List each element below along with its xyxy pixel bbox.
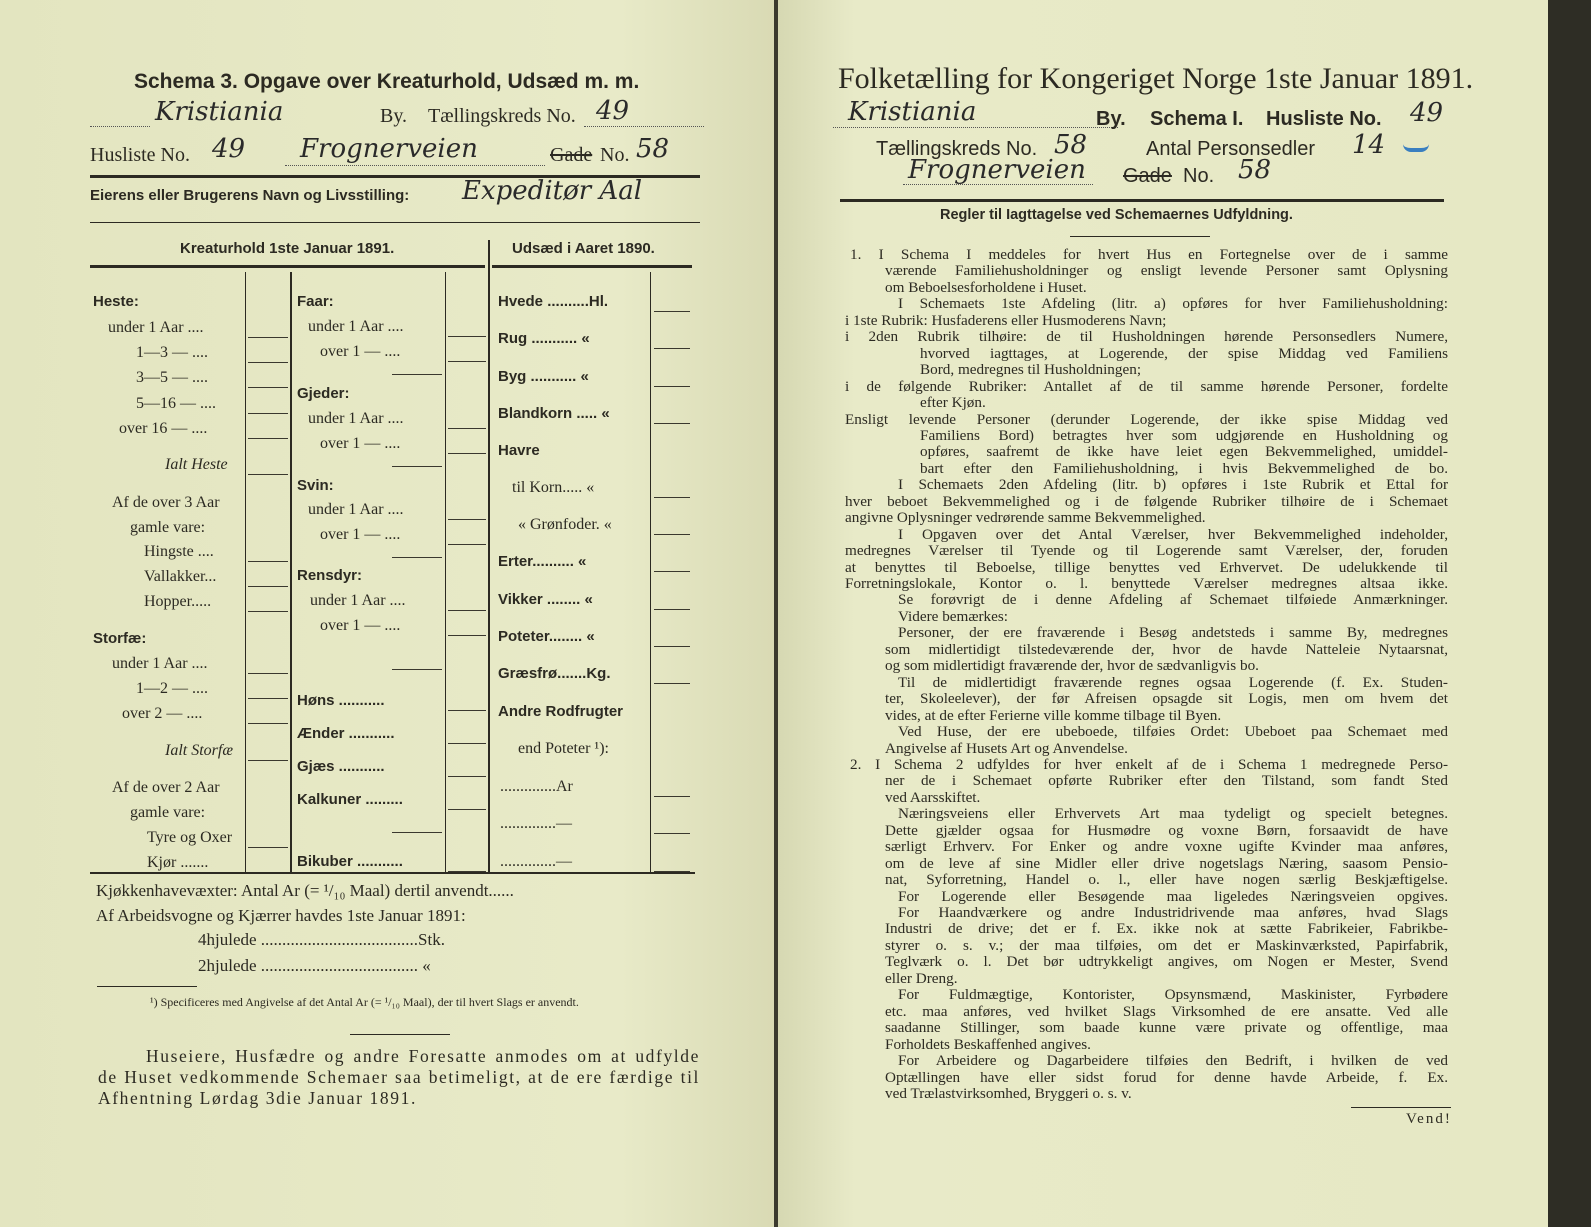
livestock-row: Vallakker... — [144, 568, 217, 585]
entry-line — [448, 361, 486, 362]
divider — [90, 222, 700, 223]
entry-line — [448, 610, 486, 611]
header-kreaturhold: Kreaturhold 1ste Januar 1891. — [180, 240, 395, 257]
by-label: By. — [1096, 108, 1126, 130]
seed-row: end Poteter ¹): — [518, 740, 609, 757]
blue-pencil-mark — [1403, 142, 1429, 152]
header-udsaed: Udsæd i Aaret 1890. — [512, 240, 655, 257]
livestock-row: Af de over 3 Aar — [112, 494, 220, 511]
seed-row: Andre Rodfrugter — [498, 703, 623, 720]
kreds-value: 49 — [596, 96, 630, 126]
entry-line — [654, 646, 690, 647]
dotted-line — [285, 165, 545, 166]
entry-line — [248, 698, 288, 699]
entry-line — [654, 311, 690, 312]
left-title: Schema 3. Opgave over Kreaturhold, Udsæd m. m. — [134, 70, 640, 93]
livestock-row: over 1 — .... — [320, 617, 401, 634]
rules-line: 1. I Schema I meddeles for hvert Hus en Fortegnelse over de i samme — [850, 246, 1448, 263]
gade-no-label: No. — [1183, 165, 1215, 187]
arbeidsvogne-line: Af Arbeidsvogne og Kjærrer havdes 1ste Januar 1891: — [96, 906, 466, 925]
entry-line — [248, 387, 288, 388]
entry-line — [448, 743, 486, 744]
livestock-row: under 1 Aar .... — [308, 410, 404, 427]
rules-line: Familiens Bord) betragtes hver som udgjørende en Husholdning og — [920, 426, 1448, 444]
livestock-row: Ialt Heste — [165, 456, 228, 473]
rules-line: vides, at de efter Ferierne ville komme tilbage til Byen. — [885, 706, 1222, 724]
seed-row: Rug ........... « — [498, 330, 590, 347]
rules-line: Dette gjælder ogsaa for Husmødre og voxne Børn, forsaavidt de have — [885, 821, 1448, 839]
by-label: By. — [380, 105, 408, 127]
livestock-row: Af de over 2 Aar — [112, 779, 220, 796]
livestock-row: Bikuber ........... — [297, 853, 403, 870]
seed-row: Poteter........ « — [498, 628, 595, 645]
right-title: Folketælling for Kongeriget Norge 1ste Januar 1891. — [838, 62, 1474, 95]
husliste-value: 49 — [212, 134, 246, 164]
rules-heading: Regler til Iagttagelse ved Schemaernes Udfyldning. — [940, 207, 1293, 223]
entry-line — [448, 776, 486, 777]
seed-row: til Korn..... « — [512, 479, 595, 496]
livestock-row: over 2 — .... — [122, 705, 203, 722]
divider — [90, 872, 695, 874]
entry-line — [248, 337, 288, 338]
seed-row: ..............— — [500, 853, 572, 870]
rules-line: etc. maa anføres, ved hvilket Slags Virksomhed de ere ansatte. Ved alle — [885, 1002, 1448, 1020]
schema-label: Schema I. — [1150, 108, 1244, 130]
livestock-row: over 1 — .... — [320, 343, 401, 360]
rules-line: og som midlertidigt fraværende der, hvor de sædvanligvis bo. — [885, 657, 1259, 675]
rules-line: angivne Oplysninger vedrørende samme Bekvemmelighed. — [845, 509, 1206, 527]
livestock-row: over 16 — .... — [119, 420, 208, 437]
column-divider — [488, 240, 490, 872]
entry-line — [654, 571, 690, 572]
entry-line — [654, 683, 690, 684]
entry-line — [448, 453, 486, 454]
entry-line — [248, 438, 288, 439]
street-value: Frognerveien — [300, 134, 478, 164]
divider — [1351, 1107, 1451, 1108]
livestock-row: Ialt Storfæ — [165, 742, 234, 759]
rules-line: ter, Skoleelever), der før Afreisen opsagde sit Logis, men om hvem det — [885, 690, 1448, 708]
seed-row: Erter.......... « — [498, 553, 587, 570]
livestock-row: Høns ........... — [297, 692, 385, 709]
rules-line: bart efter den Familiehusholdning, i hvis Bekvemmelighed de bo. — [920, 459, 1448, 477]
hjul2-line: 2hjulede ..................................... « — [198, 956, 431, 975]
entry-line — [448, 428, 486, 429]
gade-no-value: 58 — [636, 134, 670, 164]
livestock-row: 1—2 — .... — [136, 680, 208, 697]
right-page-schema-1 — [778, 0, 1548, 1227]
entry-line — [448, 519, 486, 520]
seed-row: ..............Ar — [500, 778, 573, 795]
entry-line — [448, 710, 486, 711]
rules-line: Optællingen have eller sidst forud for denne havde Arbeide, f. Ex. — [885, 1068, 1448, 1086]
entry-line — [654, 497, 690, 498]
gade-label: Gade — [1123, 165, 1172, 187]
seed-row: « Grønfoder. « — [518, 516, 612, 533]
column-divider — [650, 272, 651, 872]
dotted-line — [833, 127, 1118, 128]
divider — [90, 265, 485, 268]
livestock-row: Svin: — [297, 477, 334, 494]
rules-line: Videre bemærkes: — [898, 607, 1009, 625]
rules-line: i 1ste Rubrik: Husfaderens eller Husmoderens Navn; — [845, 311, 1167, 329]
column-divider — [290, 272, 292, 872]
livestock-row: Gjeder: — [297, 385, 350, 402]
entry-line — [248, 847, 288, 848]
personsedler-label: Antal Personsedler — [1146, 138, 1315, 160]
street-value: Frognerveien — [908, 155, 1086, 185]
gade-no-label: No. — [600, 144, 630, 166]
rules-line: saadanne Stillinger, som baade kunne være private og offentlige, maa — [885, 1019, 1448, 1037]
dotted-line — [584, 126, 704, 127]
rules-line: Teglværk o. l. Det bør udtrykkeligt angives, om Nogen er Mester, Svend — [885, 953, 1448, 971]
seed-row: Blandkorn ..... « — [498, 405, 610, 422]
seed-row: Byg ........... « — [498, 368, 589, 385]
livestock-row: Faar: — [297, 293, 334, 310]
livestock-row: 1—3 — .... — [136, 344, 208, 361]
owner-label: Eierens eller Brugerens Navn og Livsstilling: — [90, 187, 410, 204]
livestock-row: under 1 Aar .... — [112, 655, 208, 672]
rules-line: Forholdets Beskaffenhed angives. — [885, 1035, 1091, 1053]
separator-line — [392, 832, 442, 833]
separator-line — [392, 466, 442, 467]
rules-line: særligt Erhverv. For Enker og andre voxne ugifte Kvinder maa anføres, — [885, 838, 1448, 856]
livestock-row: under 1 Aar .... — [108, 319, 204, 336]
rules-line: efter Kjøn. — [920, 394, 986, 412]
entry-line — [654, 833, 690, 834]
entry-line — [448, 544, 486, 545]
entry-line — [448, 336, 486, 337]
rules-line: For Logerende eller Besøgende maa ligeledes Næringsveien opgives. — [898, 887, 1448, 905]
livestock-row: over 1 — .... — [320, 526, 401, 543]
entry-line — [248, 362, 288, 363]
personsedler-value: 14 — [1352, 130, 1386, 160]
kreds-value: 58 — [1054, 130, 1088, 160]
column-divider — [245, 272, 246, 872]
rules-line: ner de i Schemaet opførte Rubriker efter den Tilstand, som fandt Sted — [885, 772, 1448, 790]
rules-line: ved Aarsskiftet. — [885, 788, 981, 806]
livestock-row: under 1 Aar .... — [308, 318, 404, 335]
rules-line: Til de midlertidigt fraværende regnes ogsaa Logerende (f. Ex. Studen- — [898, 673, 1448, 691]
entry-line — [448, 635, 486, 636]
divider — [350, 1034, 450, 1035]
entry-line — [654, 423, 690, 424]
rules-line: om Beboelsesforholdene i Huset. — [885, 278, 1087, 296]
livestock-row: over 1 — .... — [320, 435, 401, 452]
rules-line: ved Trælastvirksomhed, Bryggeri o. s. v. — [885, 1084, 1132, 1102]
scan-edge — [1548, 0, 1591, 1227]
rules-line: Ensligt levende Personer (derunder Logerende, der ikke spise Middag ved — [845, 410, 1448, 428]
divider — [840, 199, 1444, 202]
entry-line — [654, 534, 690, 535]
livestock-row: Gjæs ........... — [297, 758, 385, 775]
by-value: Kristiania — [155, 97, 284, 127]
kreds-label: Tællingskreds No. — [876, 138, 1038, 160]
seed-row: Havre — [498, 442, 540, 459]
divider — [1070, 236, 1210, 237]
rules-line: medregnes Værelser til Tyende og til Logerende samt Værelser, der, foruden — [845, 542, 1448, 560]
entry-line — [248, 723, 288, 724]
rules-line: hvorved iagttages, at Logerende, der spise Middag ved Familiens — [920, 344, 1448, 362]
livestock-row: Hopper..... — [144, 593, 212, 610]
rules-line: styrer o. s. v.; der maa tilføies, om det er Maskinværksted, Papirfabrik, — [885, 936, 1448, 954]
rules-line: I Opgaven over det Antal Værelser, hver Bekvemmelighed indeholder, — [898, 525, 1448, 543]
rules-line: i 2den Rubrik tilhøire: de til Husholdningen hørende Personsedlers Numere, — [845, 328, 1448, 346]
entry-line — [248, 474, 288, 475]
livestock-row: Rensdyr: — [297, 567, 363, 584]
livestock-row: Tyre og Oxer — [147, 829, 233, 846]
entry-line — [248, 673, 288, 674]
separator-line — [392, 669, 442, 670]
husliste-value: 49 — [1410, 98, 1444, 128]
entry-line — [654, 609, 690, 610]
seed-row: ..............— — [500, 815, 572, 832]
rules-line: som midlertidigt tilstedeværende der, hvor de havde Natteleie Nytaarsnat, — [885, 640, 1448, 658]
livestock-row: gamle vare: — [130, 519, 206, 536]
entry-line — [654, 386, 690, 387]
livestock-row: gamle vare: — [130, 804, 206, 821]
seed-row: Vikker ........ « — [498, 591, 593, 608]
rules-line: Industri de drive; det er f. Ex. ikke nok at sætte Fabrikeier, Fabrikbe- — [885, 920, 1448, 938]
livestock-row: Storfæ: — [93, 630, 147, 647]
gade-label: Gade — [550, 144, 593, 166]
entry-line — [248, 611, 288, 612]
by-value: Kristiania — [848, 97, 977, 127]
left-page-schema-3 — [0, 0, 774, 1227]
kreds-label: Tællingskreds No. — [428, 105, 576, 127]
gade-no-value: 58 — [1238, 155, 1272, 185]
rules-line: For Haandværkere og andre Industridrivende maa anføres, hvad Slags — [898, 904, 1448, 921]
hjul4-line: 4hjulede .....................................Stk. — [198, 930, 445, 949]
husliste-label: Husliste No. — [1266, 108, 1382, 130]
rules-line: værende Familiehusholdninger og ensligt levende Personer samt Oplysning — [885, 262, 1448, 280]
rules-line: Forretningslokale, Kontor o. l. benyttede Værelser medregnes altsaa ikke. — [845, 575, 1448, 592]
kjokkenhave-line: Kjøkkenhavevæxter: Antal Ar (= ¹/₁₀ Maal) dertil anvendt...... — [96, 881, 514, 900]
livestock-row: under 1 Aar .... — [310, 592, 406, 609]
rules-line: nat, Syforretning, Handel o. l., eller have nogen særlig Beskjæftigelse. — [885, 871, 1448, 889]
entry-line — [248, 586, 288, 587]
rules-line: opføres, saafremt de ikke have leiet egen Bekvemmelighed, umiddel- — [920, 443, 1448, 461]
divider — [97, 986, 197, 987]
entry-line — [248, 413, 288, 414]
livestock-row: Heste: — [93, 293, 139, 310]
rules-line: eller Dreng. — [885, 969, 958, 987]
husliste-label: Husliste No. — [90, 144, 190, 166]
rules-line: at benyttes til Beboelse, tillige benyttes ved Erhvervet. De udelukkende til — [845, 558, 1448, 576]
rules-line: I Schemaets 1ste Afdeling (litr. a) opføres for hver Familiehusholdning: — [898, 295, 1448, 313]
separator-line — [392, 374, 442, 375]
rules-line: Se forøvrigt de i denne Afdeling af Schemaet tilføiede Anmærkninger. — [898, 591, 1448, 609]
rules-line: Ved Huse, der ere ubeboede, tilføies Ordet: Ubeboet paa Schemaet med — [898, 723, 1448, 741]
footnote: ¹) Specificeres med Angivelse af det Antal Ar (= ¹/₁₀ Maal), der til hvert Slags er anvendt. — [150, 995, 579, 1009]
rules-line: Næringsveiens eller Erhvervets Art maa tydeligt og specielt betegnes. — [898, 805, 1448, 823]
entry-line — [654, 796, 690, 797]
entry-line — [248, 561, 288, 562]
rules-line: i de følgende Rubriker: Antallet af de til samme hørende Personer, fordelte — [845, 377, 1448, 395]
livestock-row: 3—5 — .... — [136, 369, 208, 386]
livestock-row: Kalkuner ......... — [297, 791, 403, 808]
rules-line: For Arbeidere og Dagarbeidere tilføies den Bedrift, i hvilken de ved — [898, 1052, 1448, 1070]
notice: Huseiere, Husfædre og andre Foresatte anmodes om at udfylde de Huset vedkommende Schemaer saa betimeligt, at de ere færdige til Afhentning Lørdag 3die Januar 1891. — [98, 1046, 700, 1108]
rules-line: For Fuldmægtige, Kontorister, Opsynsmænd, Maskinister, Fyrbødere — [898, 986, 1448, 1004]
rules-line: Angivelse af Husets Art og Anvendelse. — [885, 739, 1128, 757]
owner-value: Expeditør Aal — [462, 176, 643, 206]
livestock-row: Kjør ....... — [147, 854, 209, 871]
divider — [492, 265, 692, 268]
rules-line: I Schemaets 2den Afdeling (litr. b) opføres i 1ste Rubrik et Ettal for — [898, 476, 1448, 494]
dotted-line — [90, 126, 150, 127]
livestock-row: Ænder ........... — [297, 725, 395, 742]
livestock-row: 5—16 — .... — [136, 395, 216, 412]
separator-line — [392, 557, 442, 558]
livestock-row: under 1 Aar .... — [308, 501, 404, 518]
entry-line — [654, 348, 690, 349]
seed-row: Græsfrø.......Kg. — [498, 665, 611, 682]
rules-line: om de leve af sine Midler eller drive nogetslags Næring, saasom Pensio- — [885, 854, 1448, 872]
entry-line — [448, 809, 486, 810]
rules-line: Personer, der ere fraværende i Besøg andetsteds i samme By, medregnes — [898, 624, 1448, 642]
rules-line: 2. I Schema 2 udfyldes for hver enkelt af de i Schema 1 medregnede Perso- — [850, 755, 1448, 773]
rules-line: Bord, medregnes til Husholdningen; — [920, 361, 1142, 379]
vend-label: Vend! — [1406, 1111, 1452, 1127]
entry-line — [248, 760, 288, 761]
livestock-row: Hingste .... — [144, 543, 214, 560]
rules-line: hver beboet Bekvemmelighed og i de følgende Rubriker tilhøire de i Schemaet — [845, 492, 1448, 510]
seed-row: Hvede ..........Hl. — [498, 293, 609, 310]
column-divider — [445, 272, 446, 872]
